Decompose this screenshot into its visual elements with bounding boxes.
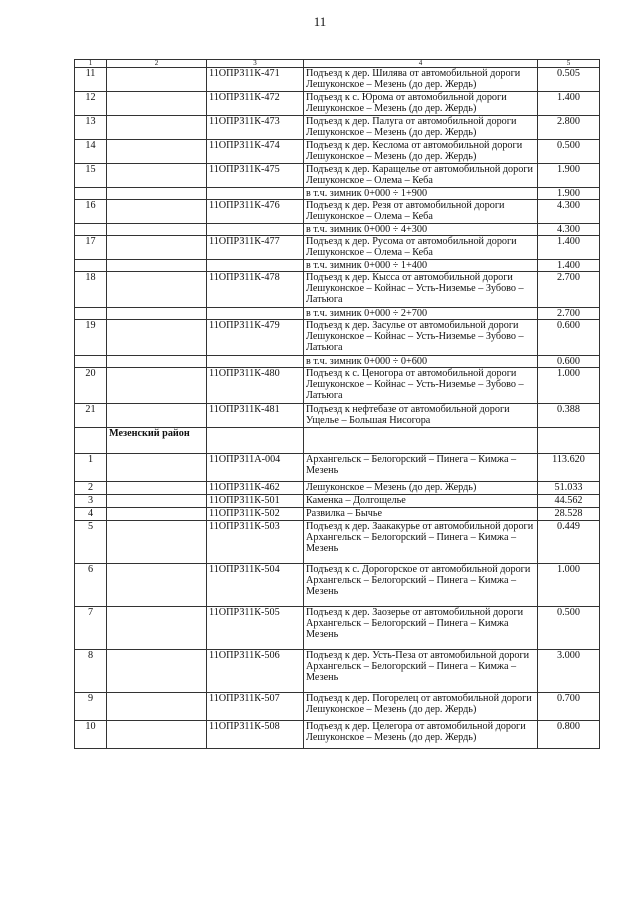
- table-row: [75, 236, 600, 260]
- road-code-cell: 11ОПРЗ11К-501: [207, 495, 304, 508]
- road-code-cell: 11ОПРЗ11К-481: [207, 404, 304, 428]
- road-code-cell: 11ОПРЗ11К-508: [207, 721, 304, 749]
- road-length-cell: 4.300: [538, 224, 600, 236]
- road-name-cell: в т.ч. зимник 0+000 ÷ 4+300: [304, 224, 538, 236]
- row-number-cell: 21: [75, 404, 107, 428]
- table-row: [75, 650, 600, 693]
- table-row: [75, 495, 600, 508]
- table-row: [75, 272, 600, 308]
- road-code-cell: 11ОПРЗ11К-471: [207, 68, 304, 92]
- column-number-row: [75, 60, 600, 68]
- table-row: [75, 92, 600, 116]
- district-cell: [107, 272, 207, 308]
- district-cell: [107, 92, 207, 116]
- district-cell: [107, 495, 207, 508]
- district-cell: [107, 188, 207, 200]
- road-length-cell: 44.562: [538, 495, 600, 508]
- road-length-cell: [538, 428, 600, 454]
- road-code-cell: 11ОПРЗ11К-475: [207, 164, 304, 188]
- district-cell: [107, 260, 207, 272]
- row-number-cell: 20: [75, 368, 107, 404]
- road-code-cell: 11ОПРЗ11К-472: [207, 92, 304, 116]
- road-code-cell: [207, 428, 304, 454]
- table-row: [75, 308, 600, 320]
- road-code-cell: 11ОПРЗ11К-474: [207, 140, 304, 164]
- road-length-cell: 0.600: [538, 356, 600, 368]
- row-number-cell: 3: [75, 495, 107, 508]
- road-length-cell: 0.500: [538, 140, 600, 164]
- table-row: [75, 521, 600, 564]
- road-code-cell: 11ОПРЗ11А-004: [207, 454, 304, 482]
- road-name-cell: Подъезд к дер. Засулье от автомобильной дороги Лешуконское – Койнас – Усть-Низемье – Зубово – Латьюга: [304, 320, 538, 356]
- road-name-cell: Подъезд к дер. Заозерье от автомобильной дороги Архангельск – Белогорский – Пинега – Кимжа Мезень: [304, 607, 538, 650]
- road-code-cell: 11ОПРЗ11К-479: [207, 320, 304, 356]
- row-number-cell: 2: [75, 482, 107, 495]
- road-length-cell: 1.400: [538, 236, 600, 260]
- table-row: [75, 188, 600, 200]
- road-code-cell: [207, 188, 304, 200]
- district-cell: [107, 356, 207, 368]
- road-code-cell: 11ОПРЗ11К-477: [207, 236, 304, 260]
- row-number-cell: 7: [75, 607, 107, 650]
- road-name-cell: Подъезд к дер. Целегора от автомобильной дороги Лешуконское – Мезень (до дер. Жердь): [304, 721, 538, 749]
- road-code-cell: 11ОПРЗ11К-480: [207, 368, 304, 404]
- road-length-cell: 1.400: [538, 260, 600, 272]
- road-length-cell: 0.800: [538, 721, 600, 749]
- table-row: [75, 356, 600, 368]
- road-length-cell: 0.500: [538, 607, 600, 650]
- road-length-cell: 0.600: [538, 320, 600, 356]
- road-length-cell: 28.528: [538, 508, 600, 521]
- roads-table: [74, 59, 600, 749]
- district-cell: [107, 200, 207, 224]
- district-cell: [107, 650, 207, 693]
- district-cell: [107, 116, 207, 140]
- district-cell: [107, 320, 207, 356]
- road-name-cell: в т.ч. зимник 0+000 ÷ 2+700: [304, 308, 538, 320]
- road-name-cell: в т.ч. зимник 0+000 ÷ 1+400: [304, 260, 538, 272]
- road-length-cell: 0.449: [538, 521, 600, 564]
- road-length-cell: 0.700: [538, 693, 600, 721]
- page-number: 11: [313, 14, 327, 29]
- row-number-cell: 5: [75, 521, 107, 564]
- road-name-cell: Подъезд к дер. Кеслома от автомобильной дороги Лешуконское – Мезень (до дер. Жердь): [304, 140, 538, 164]
- table-row: [75, 482, 600, 495]
- road-name-cell: Подъезд к дер. Палуга от автомобильной дороги Лешуконское – Мезень (до дер. Жердь): [304, 116, 538, 140]
- column-number: 2: [107, 60, 207, 68]
- road-name-cell: Подъезд к нефтебазе от автомобильной дороги Ущелье – Большая Нисогора: [304, 404, 538, 428]
- district-cell: [107, 454, 207, 482]
- row-number-cell: 14: [75, 140, 107, 164]
- table-row: [75, 508, 600, 521]
- row-number-cell: 11: [75, 68, 107, 92]
- district-cell: [107, 404, 207, 428]
- column-number: 4: [304, 60, 538, 68]
- road-code-cell: 11ОПРЗ11К-505: [207, 607, 304, 650]
- road-name-cell: в т.ч. зимник 0+000 ÷ 1+900: [304, 188, 538, 200]
- row-number-cell: 9: [75, 693, 107, 721]
- table-row: [75, 140, 600, 164]
- table-row: [75, 404, 600, 428]
- road-code-cell: [207, 224, 304, 236]
- road-name-cell: Подъезд к с. Ценогора от автомобильной дороги Лешуконское – Койнас – Усть-Низемье – Зубово – Латьюга: [304, 368, 538, 404]
- road-code-cell: 11ОПРЗ11К-476: [207, 200, 304, 224]
- row-number-cell: 18: [75, 272, 107, 308]
- road-name-cell: Подъезд к дер. Шилява от автомобильной дороги Лешуконское – Мезень (до дер. Жердь): [304, 68, 538, 92]
- road-name-cell: Подъезд к дер. Резя от автомобильной дороги Лешуконское – Олема – Кеба: [304, 200, 538, 224]
- road-code-cell: [207, 356, 304, 368]
- row-number-cell: 12: [75, 92, 107, 116]
- road-name-cell: Архангельск – Белогорский – Пинега – Кимжа – Мезень: [304, 454, 538, 482]
- table-row: [75, 607, 600, 650]
- row-number-cell: [75, 188, 107, 200]
- row-number-cell: 6: [75, 564, 107, 607]
- road-length-cell: 1.900: [538, 188, 600, 200]
- road-length-cell: 51.033: [538, 482, 600, 495]
- table-row: [75, 200, 600, 224]
- district-cell: [107, 607, 207, 650]
- road-code-cell: 11ОПРЗ11К-507: [207, 693, 304, 721]
- district-cell: Мезенский район: [107, 428, 207, 454]
- table-row: [75, 721, 600, 749]
- district-cell: [107, 236, 207, 260]
- district-cell: [107, 68, 207, 92]
- road-length-cell: 113.620: [538, 454, 600, 482]
- road-code-cell: 11ОПРЗ11К-504: [207, 564, 304, 607]
- district-cell: [107, 224, 207, 236]
- roads-table-body: [75, 60, 600, 749]
- road-name-cell: в т.ч. зимник 0+000 ÷ 0+600: [304, 356, 538, 368]
- road-length-cell: 2.700: [538, 308, 600, 320]
- district-cell: [107, 140, 207, 164]
- road-code-cell: 11ОПРЗ11К-473: [207, 116, 304, 140]
- table-row: [75, 320, 600, 356]
- road-name-cell: Подъезд к дер. Заакакурье от автомобильной дороги Архангельск – Белогорский – Пинега – Кимжа – Мезень: [304, 521, 538, 564]
- road-name-cell: Подъезд к с. Дорогорское от автомобильной дороги Архангельск – Белогорский – Пинега – Кимжа – Мезень: [304, 564, 538, 607]
- column-number: 1: [75, 60, 107, 68]
- row-number-cell: 17: [75, 236, 107, 260]
- district-cell: [107, 693, 207, 721]
- road-name-cell: [304, 428, 538, 454]
- road-name-cell: Лешуконское – Мезень (до дер. Жердь): [304, 482, 538, 495]
- district-cell: [107, 482, 207, 495]
- row-number-cell: 1: [75, 454, 107, 482]
- table-row: [75, 68, 600, 92]
- row-number-cell: [75, 224, 107, 236]
- table-row: [75, 564, 600, 607]
- district-cell: [107, 308, 207, 320]
- row-number-cell: 15: [75, 164, 107, 188]
- table-row: [75, 224, 600, 236]
- row-number-cell: 4: [75, 508, 107, 521]
- district-cell: [107, 521, 207, 564]
- table-row: [75, 116, 600, 140]
- column-number: 5: [538, 60, 600, 68]
- table-row: [75, 164, 600, 188]
- district-cell: [107, 368, 207, 404]
- row-number-cell: [75, 428, 107, 454]
- road-code-cell: 11ОПРЗ11К-506: [207, 650, 304, 693]
- row-number-cell: [75, 356, 107, 368]
- column-number: 3: [207, 60, 304, 68]
- road-length-cell: 2.800: [538, 116, 600, 140]
- road-length-cell: 1.900: [538, 164, 600, 188]
- road-name-cell: Каменка – Долгощелье: [304, 495, 538, 508]
- district-cell: [107, 164, 207, 188]
- road-length-cell: 2.700: [538, 272, 600, 308]
- road-name-cell: Развилка – Бычье: [304, 508, 538, 521]
- row-number-cell: 19: [75, 320, 107, 356]
- road-code-cell: 11ОПРЗ11К-478: [207, 272, 304, 308]
- road-name-cell: Подъезд к дер. Кысса от автомобильной дороги Лешуконское – Койнас – Усть-Низемье – Зубово – Латьюга: [304, 272, 538, 308]
- district-cell: [107, 508, 207, 521]
- row-number-cell: 10: [75, 721, 107, 749]
- row-number-cell: 16: [75, 200, 107, 224]
- road-length-cell: 0.505: [538, 68, 600, 92]
- row-number-cell: 13: [75, 116, 107, 140]
- road-code-cell: [207, 260, 304, 272]
- road-code-cell: [207, 308, 304, 320]
- road-length-cell: 0.388: [538, 404, 600, 428]
- road-name-cell: Подъезд к дер. Русома от автомобильной дороги Лешуконское – Олема – Кеба: [304, 236, 538, 260]
- road-name-cell: Подъезд к дер. Усть-Пеза от автомобильной дороги Архангельск – Белогорский – Пинега – Кимжа – Мезень: [304, 650, 538, 693]
- road-name-cell: Подъезд к дер. Каращелье от автомобильной дороги Лешуконское – Олема – Кеба: [304, 164, 538, 188]
- road-name-cell: Подъезд к с. Юрома от автомобильной дороги Лешуконское – Мезень (до дер. Жердь): [304, 92, 538, 116]
- district-cell: [107, 564, 207, 607]
- road-length-cell: 1.000: [538, 368, 600, 404]
- table-row: [75, 428, 600, 454]
- table-row: [75, 693, 600, 721]
- district-cell: [107, 721, 207, 749]
- road-length-cell: 1.400: [538, 92, 600, 116]
- road-code-cell: 11ОПРЗ11К-502: [207, 508, 304, 521]
- table-row: [75, 260, 600, 272]
- road-length-cell: 1.000: [538, 564, 600, 607]
- table-row: [75, 368, 600, 404]
- road-code-cell: 11ОПРЗ11К-503: [207, 521, 304, 564]
- row-number-cell: 8: [75, 650, 107, 693]
- road-code-cell: 11ОПРЗ11К-462: [207, 482, 304, 495]
- road-length-cell: 4.300: [538, 200, 600, 224]
- row-number-cell: [75, 260, 107, 272]
- table-row: [75, 454, 600, 482]
- road-length-cell: 3.000: [538, 650, 600, 693]
- row-number-cell: [75, 308, 107, 320]
- road-name-cell: Подъезд к дер. Погорелец от автомобильной дороги Лешуконское – Мезень (до дер. Жердь): [304, 693, 538, 721]
